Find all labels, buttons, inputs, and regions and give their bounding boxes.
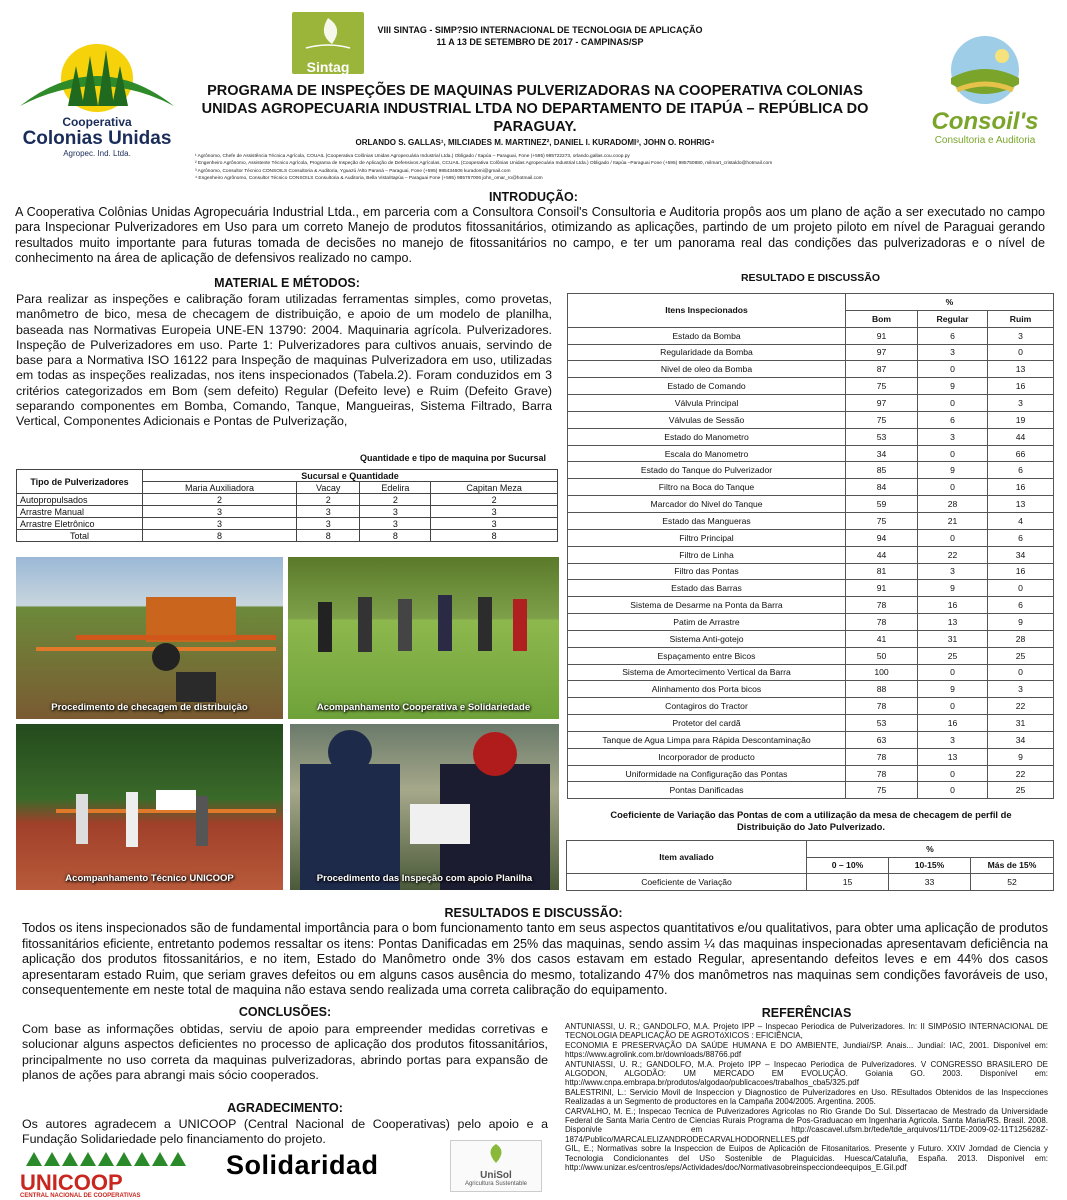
table-row — [568, 411, 1054, 428]
consoils-logo-name: Consoil's — [931, 108, 1039, 135]
table2-caption: RESULTADO E DISCUSSÃO — [740, 272, 881, 284]
table2-item: Válvulas de Sessão — [568, 411, 846, 428]
table-row — [568, 765, 1054, 782]
table2-item: Marcador do Nivel do Tanque — [568, 496, 846, 513]
table-row — [568, 782, 1054, 799]
table2-cell: 16 — [988, 378, 1054, 395]
table-row — [568, 529, 1054, 546]
sintag-logo-text: Sintag — [306, 59, 350, 75]
field-technicians-image — [16, 724, 283, 890]
table2-cell: 53 — [846, 428, 918, 445]
table2-cell: 9 — [918, 580, 988, 597]
reference-item: ANTUNIASSI, U. R.; GANDOLFO, M.A. Projeto IPP – Inspecao Periodica de Pulverizadores. V CONGRESSO BRASILERO DE ALGODON, ALGODÃO: UM MERCADO EM EVOLUÇÃO. Goiania GO. 2003. Disponível em: http://www.cnpa.embrapa.br/produtos/algodao/publicacoes/trabalhos_cba5/325.pdf — [565, 1059, 1048, 1088]
table-row — [568, 344, 1054, 361]
table2-cell: 6 — [918, 411, 988, 428]
table2-cell: 91 — [846, 327, 918, 344]
table-row — [568, 563, 1054, 580]
photo-caption: Acompanhamento Técnico UNICOOP — [65, 873, 234, 884]
table1-branch: Capitan Meza — [431, 482, 558, 494]
table2-col-bom: Bom — [846, 310, 918, 327]
table2-item: Filtro na Boca do Tanque — [568, 479, 846, 496]
table2-cell: 9 — [988, 748, 1054, 765]
table1-cell: 8 — [296, 530, 359, 542]
table-row — [568, 647, 1054, 664]
table2-col-item: Itens Inspecionados — [568, 294, 846, 328]
table2-cell: 28 — [918, 496, 988, 513]
event-line-1: VIII SINTAG - SIMP?SIO INTERNACIONAL DE TECNOLOGIA DE APLICAÇÃO — [377, 25, 703, 35]
table2-cell: 6 — [988, 529, 1054, 546]
table-row — [568, 731, 1054, 748]
table2-cell: 9 — [918, 378, 988, 395]
table2-item: Espaçamento entre Bicos — [568, 647, 846, 664]
table1-col-group: Sucursal e Quantidade — [143, 470, 558, 482]
table2-cell: 63 — [846, 731, 918, 748]
table2-cell: 25 — [918, 647, 988, 664]
table2-col-ruim: Ruim — [988, 310, 1054, 327]
table2-item: Contagiros do Tractor — [568, 698, 846, 715]
table2-cell: 34 — [988, 731, 1054, 748]
table1-cell: 3 — [143, 506, 297, 518]
references-list — [565, 1022, 1048, 1173]
table2-item: Filtro das Pontas — [568, 563, 846, 580]
results-text: Todos os itens inspecionados são de fundamental importância para o bom funcionamento tanto em seus aspectos quantitativos e/ou qualitativos, para obter uma aplicação de produtos fitossanitários eficiente, entretanto podemos ressaltar os itens: Pontas Danificadas em 25% das maquinas, sendo assim ¼ das maquinas inspecionadas apresentavam deficiência na aplicação dos produtos fitossanitários, e no item, Estado do Manômetro onde 3% dos casos estavam em estado Regular, apresentando defeitos leves e em 44% dos casos apresentaram estado Ruim, que seriam graves defeitos ou em alguns casos ausência do mesmo, totalizando 47% dos manômetros nas maquinas sem condições favoráveis de uso, consequentemente em neste total de maquina não estava sendo realizada uma correta calibração do equipamento. — [22, 921, 1048, 998]
table2-cell: 25 — [988, 647, 1054, 664]
table2-cell: 16 — [988, 563, 1054, 580]
unicoop-trees-icon — [20, 1150, 190, 1168]
table3-col-item: Item avaliado — [567, 841, 807, 874]
table2-cell: 87 — [846, 361, 918, 378]
inspection-people-image — [290, 724, 559, 890]
table2-item: Estado do Manometro — [568, 428, 846, 445]
table2-cell: 44 — [846, 546, 918, 563]
table2-cell: 75 — [846, 411, 918, 428]
table2-cell: 13 — [918, 748, 988, 765]
table1-cell: 2 — [296, 494, 359, 506]
coop-logo-line2: Colonias Unidas — [22, 128, 172, 149]
table2-cell: 16 — [918, 715, 988, 732]
table2-item: Escala do Manometro — [568, 445, 846, 462]
table-row — [568, 681, 1054, 698]
ack-text: Os autores agradecem a UNICOOP (Central Nacional de Cooperativas) pelo apoio e a Fundação Solidariedade pelo financiamento do projeto. — [22, 1117, 548, 1147]
reference-item: BALESTRINI, L.: Servicio Movil de Inspeccion y Diagnostico de Pulverizadores en Uso. REsultados Obtenidos de las Inspecciones Realizadas a un Segmento de productores en la Campaña 2004/2005. Argentina. 2005. — [565, 1087, 1048, 1107]
table2-cell: 0 — [918, 445, 988, 462]
unisol-logo-text: UniSol — [480, 1170, 512, 1181]
table2-cell: 0 — [918, 361, 988, 378]
table-row — [568, 327, 1054, 344]
table2-item: Sistema de Amortecimento Vertical da Barra — [568, 664, 846, 681]
table-row — [568, 630, 1054, 647]
photo-cooperative-meeting — [288, 557, 559, 719]
table1-cell: 2 — [360, 494, 431, 506]
table2-cell: 0 — [918, 479, 988, 496]
table-row — [17, 518, 558, 530]
coop-colonias-emblem — [12, 36, 182, 114]
table2-cell: 59 — [846, 496, 918, 513]
table2-item: Regularidade da Bomba — [568, 344, 846, 361]
table2-cell: 53 — [846, 715, 918, 732]
table1-row-label: Arrastre Manual — [17, 506, 143, 518]
table2-cell: 9 — [918, 681, 988, 698]
reference-item: CARVALHO, M. E.; Inspecao Tecnica de Pulverizadores Agricolas no Rio Grande Do Sul. Dissertacao de Mestrado da Universidade Federal de Santa Maria Centro de Ciencias Rurais Programa de Pos-Graduacao em Ingenharia Agricola. Santa Maria/RS. Brasil. 2008. Disponivle em http://cascavel.ufsm.br/tede/tde_arquivos/11/TDE-2009-02-11T125628Z-1874/Publico/MARCALELIZANDRODECARVALHODORNELLES.pdf — [565, 1106, 1048, 1144]
table-row — [568, 614, 1054, 631]
table2-cell: 78 — [846, 748, 918, 765]
references-title: REFERÊNCIAS — [761, 1006, 852, 1020]
ack-title: AGRADECIMENTO: — [227, 1101, 343, 1115]
table1-row-label: Total — [17, 530, 143, 542]
table-row — [568, 546, 1054, 563]
table2-cell: 0 — [988, 344, 1054, 361]
table3-cell: 15 — [807, 874, 889, 891]
table2-cell: 97 — [846, 395, 918, 412]
table2-item: Estado das Barras — [568, 580, 846, 597]
reference-item: ECONOMIA E PRESERVAÇÃO DA SAÚDE HUMANA E DO AMBIENTE, Jundiaí/SP. Anais... Jundiaí: IAC, 2001. Disponível em: https://www.agrolink.com.br/downloads/88766.pdf — [565, 1040, 1048, 1060]
inspection-results-table — [567, 293, 1054, 799]
table2-item: Patim de Arrastre — [568, 614, 846, 631]
table-row — [568, 378, 1054, 395]
affiliation-3: ³ Agrônomo, Consultor Técnico CONSOILS Consultoria & Auditoria, Yguazú /Alto Paraná – Paraguai, Fone (+595) 985434606 kuradomi@gmail.com — [195, 168, 511, 174]
table2-cell: 22 — [988, 698, 1054, 715]
table2-cell: 78 — [846, 597, 918, 614]
consoils-emblem — [912, 34, 1058, 104]
sprayer-tractor-image — [16, 557, 283, 719]
table1-col-type: Tipo de Pulverizadores — [17, 470, 143, 494]
table2-cell: 28 — [988, 630, 1054, 647]
table2-cell: 6 — [988, 462, 1054, 479]
table2-cell: 19 — [988, 411, 1054, 428]
table2-cell: 85 — [846, 462, 918, 479]
table2-item: Filtro Principal — [568, 529, 846, 546]
table3-caption: Coeficiente de Variação das Pontas de com a utilização da mesa de checagem de perfil de Distribuição do Jato Pulverizado. — [610, 809, 1012, 832]
table2-item: Válvula Principal — [568, 395, 846, 412]
table2-cell: 13 — [988, 496, 1054, 513]
table3-col: 10-15% — [889, 857, 971, 874]
table2-cell: 78 — [846, 698, 918, 715]
table2-item: Estado das Mangueras — [568, 512, 846, 529]
table2-cell: 44 — [988, 428, 1054, 445]
intro-text: A Cooperativa Colônias Unidas Agropecuária Industrial Ltda., em parceria com a Consultora Consoil's Consultoria e Auditoria propôs aos um plano de ação a ser executado no campo para Inspecionar Pulverizadores em Uso para um correto Manejo de produtos fitossanitários, otimizando as aplicações, partindo de um projeto piloto em nível de Paraguai gerando resultados muito importante para futuras tomada de decisões no manejo de fitossanitários no campo, e ter um panorama real das condições das pulverizadoras e o nível de conhecimento na área de aplicação de defensivos realizado no campo. — [15, 205, 1045, 266]
consoils-logo-sub: Consultoria e Auditoria — [934, 135, 1036, 146]
table2-item: Uniformidade na Configuração das Pontas — [568, 765, 846, 782]
table1-cell: 3 — [431, 518, 558, 530]
table-row — [568, 479, 1054, 496]
conclusions-text: Com base as informações obtidas, serviu de apoio para empreender medidas corretivas e solucionar alguns aspectos deficientes no processo de aplicação dos produtos fitossanitários, principalmente no uso correta da maquinas pulverizadoras, abrindo portas para expansão de planos de ações para abrangi mais sócio cooperados. — [22, 1022, 548, 1083]
conclusions-title: CONCLUSÕES: — [238, 1005, 332, 1019]
affiliation-4: ⁴ Engenheiro Agrônomo, Consultor Técnico CONSOILS Consultoria & Auditoria, Bella Vista/Itapúa – Paraguai Fone (+595) 985767006 john_omar_ro@hotmail.com — [195, 176, 543, 182]
table2-cell: 78 — [846, 765, 918, 782]
reference-item: GIL, E.; Normativas sobre la Inspeccion de Euipos de Aplicación de Fitosanitarios. Presente y Futuro. XXIV Jorndad de Ciencia y Tecnologia Condicionantes del USo Sostenible de Plaguicidas. Huesca/Cataluña, España. 2013. Disponivel em: http://www.unizar.es/centros/eps/Actividades/doc/Normativasobreinspecciondeequipos_E.Gil.pdf — [565, 1144, 1048, 1173]
unisol-logo — [450, 1140, 542, 1192]
table1-caption: Quantidade e tipo de maquina por Sucursal — [359, 453, 546, 463]
table1-cell: 8 — [431, 530, 558, 542]
table2-item: Estado do Tanque do Pulverizador — [568, 462, 846, 479]
table-row — [568, 462, 1054, 479]
table1-cell: 3 — [360, 518, 431, 530]
table-row — [568, 748, 1054, 765]
table-row — [568, 698, 1054, 715]
table2-cell: 34 — [846, 445, 918, 462]
table1-branch: Maria Auxiliadora — [143, 482, 297, 494]
table1-branch: Edelira — [360, 482, 431, 494]
solidaridad-logo: Solidaridad — [226, 1150, 379, 1180]
photo-caption: Procedimento de checagem de distribuição — [51, 702, 248, 713]
table1-cell: 3 — [296, 506, 359, 518]
table2-cell: 91 — [846, 580, 918, 597]
table2-item: Sistema Anti-gotejo — [568, 630, 846, 647]
table1-cell: 2 — [431, 494, 558, 506]
table1-branch: Vacay — [296, 482, 359, 494]
table2-cell: 0 — [918, 529, 988, 546]
table3-cell: 52 — [971, 874, 1054, 891]
table1-cell: 3 — [296, 518, 359, 530]
table2-item: Incorporador de producto — [568, 748, 846, 765]
table2-cell: 100 — [846, 664, 918, 681]
table2-cell: 34 — [988, 546, 1054, 563]
table-row — [568, 664, 1054, 681]
table2-cell: 75 — [846, 378, 918, 395]
unisol-leaf-icon — [451, 1141, 541, 1165]
table-row — [568, 715, 1054, 732]
methods-text: Para realizar as inspeções e calibração foram utilizadas ferramentas simples, como provetas, manômetro de bico, mesa de checagem de distribuição, e apoio de um modelo de planilha, baseada nas Normativas Europeia UNE-EN 13790: 2004. Maquinaria agrícola. Pulverizadores. Inspeção de Pulverizadores em uso. Parte 1: Pulverizadores para cultivos anuais, servindo de base para a Normativa ISO 16122 para Inspeção de maquinas Pulverizadora em uso, utilizadas em todas as inspeções realizadas, nos itens inspecionados (Tabela.2). Foram conduzidos em 3 critérios categorizados em Bom (sem defeito) Regular (Defeito leve) e Ruim (Defeito Grave) separando componentes em Bomba, Comando, Tanque, Mangueiras, Sistema Filtrado, Barra Vertical, Componentes Adicionais e Pontas de Pulverização, — [16, 292, 552, 429]
photo-unicoop-technical — [16, 724, 283, 890]
table2-cell: 0 — [918, 765, 988, 782]
coop-logo-line3: Agropec. Ind. Ltda. — [63, 149, 131, 158]
unisol-logo-sub: Agricultura Sustentable — [464, 1181, 528, 1187]
photo-caption: Procedimento das Inspeção com apoio Planilha — [316, 873, 533, 884]
table2-cell: 31 — [918, 630, 988, 647]
table2-cell: 9 — [918, 462, 988, 479]
table1-cell: 8 — [143, 530, 297, 542]
table2-cell: 3 — [988, 327, 1054, 344]
table2-cell: 0 — [918, 782, 988, 799]
table2-cell: 0 — [988, 580, 1054, 597]
table-row — [17, 494, 558, 506]
table2-col-pct: % — [846, 294, 1054, 311]
table2-cell: 84 — [846, 479, 918, 496]
table2-item: Estado da Bomba — [568, 327, 846, 344]
coop-colonias-logo — [12, 36, 182, 156]
unicoop-logo — [20, 1150, 190, 1199]
paper-title: PROGRAMA DE INSPEÇÕES DE MAQUINAS PULVERIZADORAS NA COOPERATIVA COLONIAS UNIDAS AGROPECUARIA INDUSTRIAL LTDA NO DEPARTAMENTO DE ITAPÚA – REPÚBLICA DO PARAGUAY. — [201, 83, 869, 135]
table1-cell: 3 — [143, 518, 297, 530]
table2-cell: 13 — [988, 361, 1054, 378]
coop-logo-line1: Cooperativa — [62, 115, 132, 129]
table2-cell: 22 — [988, 765, 1054, 782]
table-row — [568, 597, 1054, 614]
table3-row-label: Coeficiente de Variação — [567, 874, 807, 891]
table1-cell: 8 — [360, 530, 431, 542]
table2-cell: 21 — [918, 512, 988, 529]
machines-table — [16, 469, 558, 542]
variation-coefficient-table — [566, 840, 1054, 891]
table2-item: Filtro de Linha — [568, 546, 846, 563]
table3-col: Más de 15% — [971, 857, 1054, 874]
table2-cell: 94 — [846, 529, 918, 546]
field-group-image — [288, 557, 559, 719]
table2-cell: 78 — [846, 614, 918, 631]
table2-cell: 13 — [918, 614, 988, 631]
table2-item: Nivel de oleo da Bomba — [568, 361, 846, 378]
table3-cell: 33 — [889, 874, 971, 891]
table2-cell: 16 — [918, 597, 988, 614]
table2-cell: 81 — [846, 563, 918, 580]
affiliations — [195, 153, 915, 183]
table2-item: Tanque de Agua Limpa para Rápida Descontaminação — [568, 731, 846, 748]
table2-cell: 75 — [846, 782, 918, 799]
table-row — [568, 361, 1054, 378]
table2-item: Protetor del cardã — [568, 715, 846, 732]
table-row — [17, 506, 558, 518]
table2-cell: 0 — [918, 698, 988, 715]
paper-authors: ORLANDO S. GALLAS¹, MILCIADES M. MARTINEZ², DANIEL I. KURADOMI³, JOHN O. ROHRIG⁴ — [355, 138, 715, 147]
table1-row-label: Autopropulsados — [17, 494, 143, 506]
table2-item: Alinhamento dos Porta bicos — [568, 681, 846, 698]
photo-distribution-check — [16, 557, 283, 719]
table2-cell: 6 — [918, 327, 988, 344]
table1-row-label: Arrastre Eletrônico — [17, 518, 143, 530]
table3-col-pct: % — [807, 841, 1054, 858]
table1-cell: 3 — [360, 506, 431, 518]
methods-title: MATERIAL E MÉTODOS: — [214, 276, 360, 290]
table2-cell: 16 — [988, 479, 1054, 496]
table2-cell: 25 — [988, 782, 1054, 799]
table2-cell: 88 — [846, 681, 918, 698]
table2-cell: 9 — [988, 614, 1054, 631]
table2-cell: 0 — [918, 664, 988, 681]
table-row — [17, 530, 558, 542]
table-row — [568, 512, 1054, 529]
table-row — [568, 496, 1054, 513]
photo-caption: Acompanhamento Cooperativa e Solidariedade — [316, 702, 531, 713]
results-title: RESULTADOS E DISCUSSÃO: — [444, 906, 623, 920]
table2-cell: 66 — [988, 445, 1054, 462]
intro-title: INTRODUÇÃO: — [489, 190, 578, 204]
table2-item: Pontas Danificadas — [568, 782, 846, 799]
table-row — [568, 395, 1054, 412]
table2-cell: 0 — [988, 664, 1054, 681]
reference-item: ANTUNIASSI, U. R.; GANDOLFO, M.A. Projeto IPP – Inspecao Periodica de Pulverizadores. In: II SIMPóSIO INTERNACIONAL DE TECNOLOGIA DEAPLICAÇÃO DE AGROTóXICOS : EFICIÊNCIA, — [565, 1022, 1048, 1041]
table-row — [568, 580, 1054, 597]
event-line-2: 11 A 13 DE SETEMBRO DE 2017 - CAMPINAS/SP — [436, 37, 644, 47]
table1-cell: 3 — [431, 506, 558, 518]
table2-item: Sistema de Desarme na Ponta da Barra — [568, 597, 846, 614]
affiliation-2: ² Engenheiro Agrônomo, Assistente Técnico Agrícola, Programa de Inspeção de Aplicação de Defensivos Agrícolas, CCUAIL (Cooperativa Colônias Unidas Agropecuária Industrial Ltda.) Obligado / Itapúa –Paraguai Fone (+595) 985750880, milmart_cristaldo@hotmail.com — [195, 161, 773, 167]
table2-cell: 3 — [918, 731, 988, 748]
table2-cell: 3 — [988, 395, 1054, 412]
table2-cell: 31 — [988, 715, 1054, 732]
table-row — [568, 445, 1054, 462]
table2-cell: 41 — [846, 630, 918, 647]
table2-cell: 4 — [988, 512, 1054, 529]
photo-inspection-sheet — [290, 724, 559, 890]
table2-cell: 50 — [846, 647, 918, 664]
table-row — [567, 874, 1054, 891]
table2-item: Estado de Comando — [568, 378, 846, 395]
affiliation-1: ¹ Agrônomo, Chefe de Assistência Técnica Agrícola, COUAIL (Cooperativa Colônias Unidas Agropecuária Industrial Ltda.) Obligado / Itapúa – Paraguai, Fone (+595) 985722273, orlando.gallas.cou.coop.py — [195, 154, 630, 159]
table2-cell: 3 — [918, 563, 988, 580]
table2-cell: 3 — [988, 681, 1054, 698]
table2-col-regular: Regular — [918, 310, 988, 327]
table2-cell: 97 — [846, 344, 918, 361]
table-row — [568, 428, 1054, 445]
table2-cell: 3 — [918, 428, 988, 445]
unicoop-logo-sub: CENTRAL NACIONAL DE COOPERATIVAS — [20, 1193, 141, 1199]
table2-cell: 75 — [846, 512, 918, 529]
table2-cell: 6 — [988, 597, 1054, 614]
table3-col: 0 – 10% — [807, 857, 889, 874]
consoils-logo — [912, 34, 1058, 146]
table2-cell: 22 — [918, 546, 988, 563]
table1-cell: 2 — [143, 494, 297, 506]
table2-cell: 3 — [918, 344, 988, 361]
unicoop-logo-text: UNICOOP — [20, 1170, 123, 1195]
table2-cell: 0 — [918, 395, 988, 412]
